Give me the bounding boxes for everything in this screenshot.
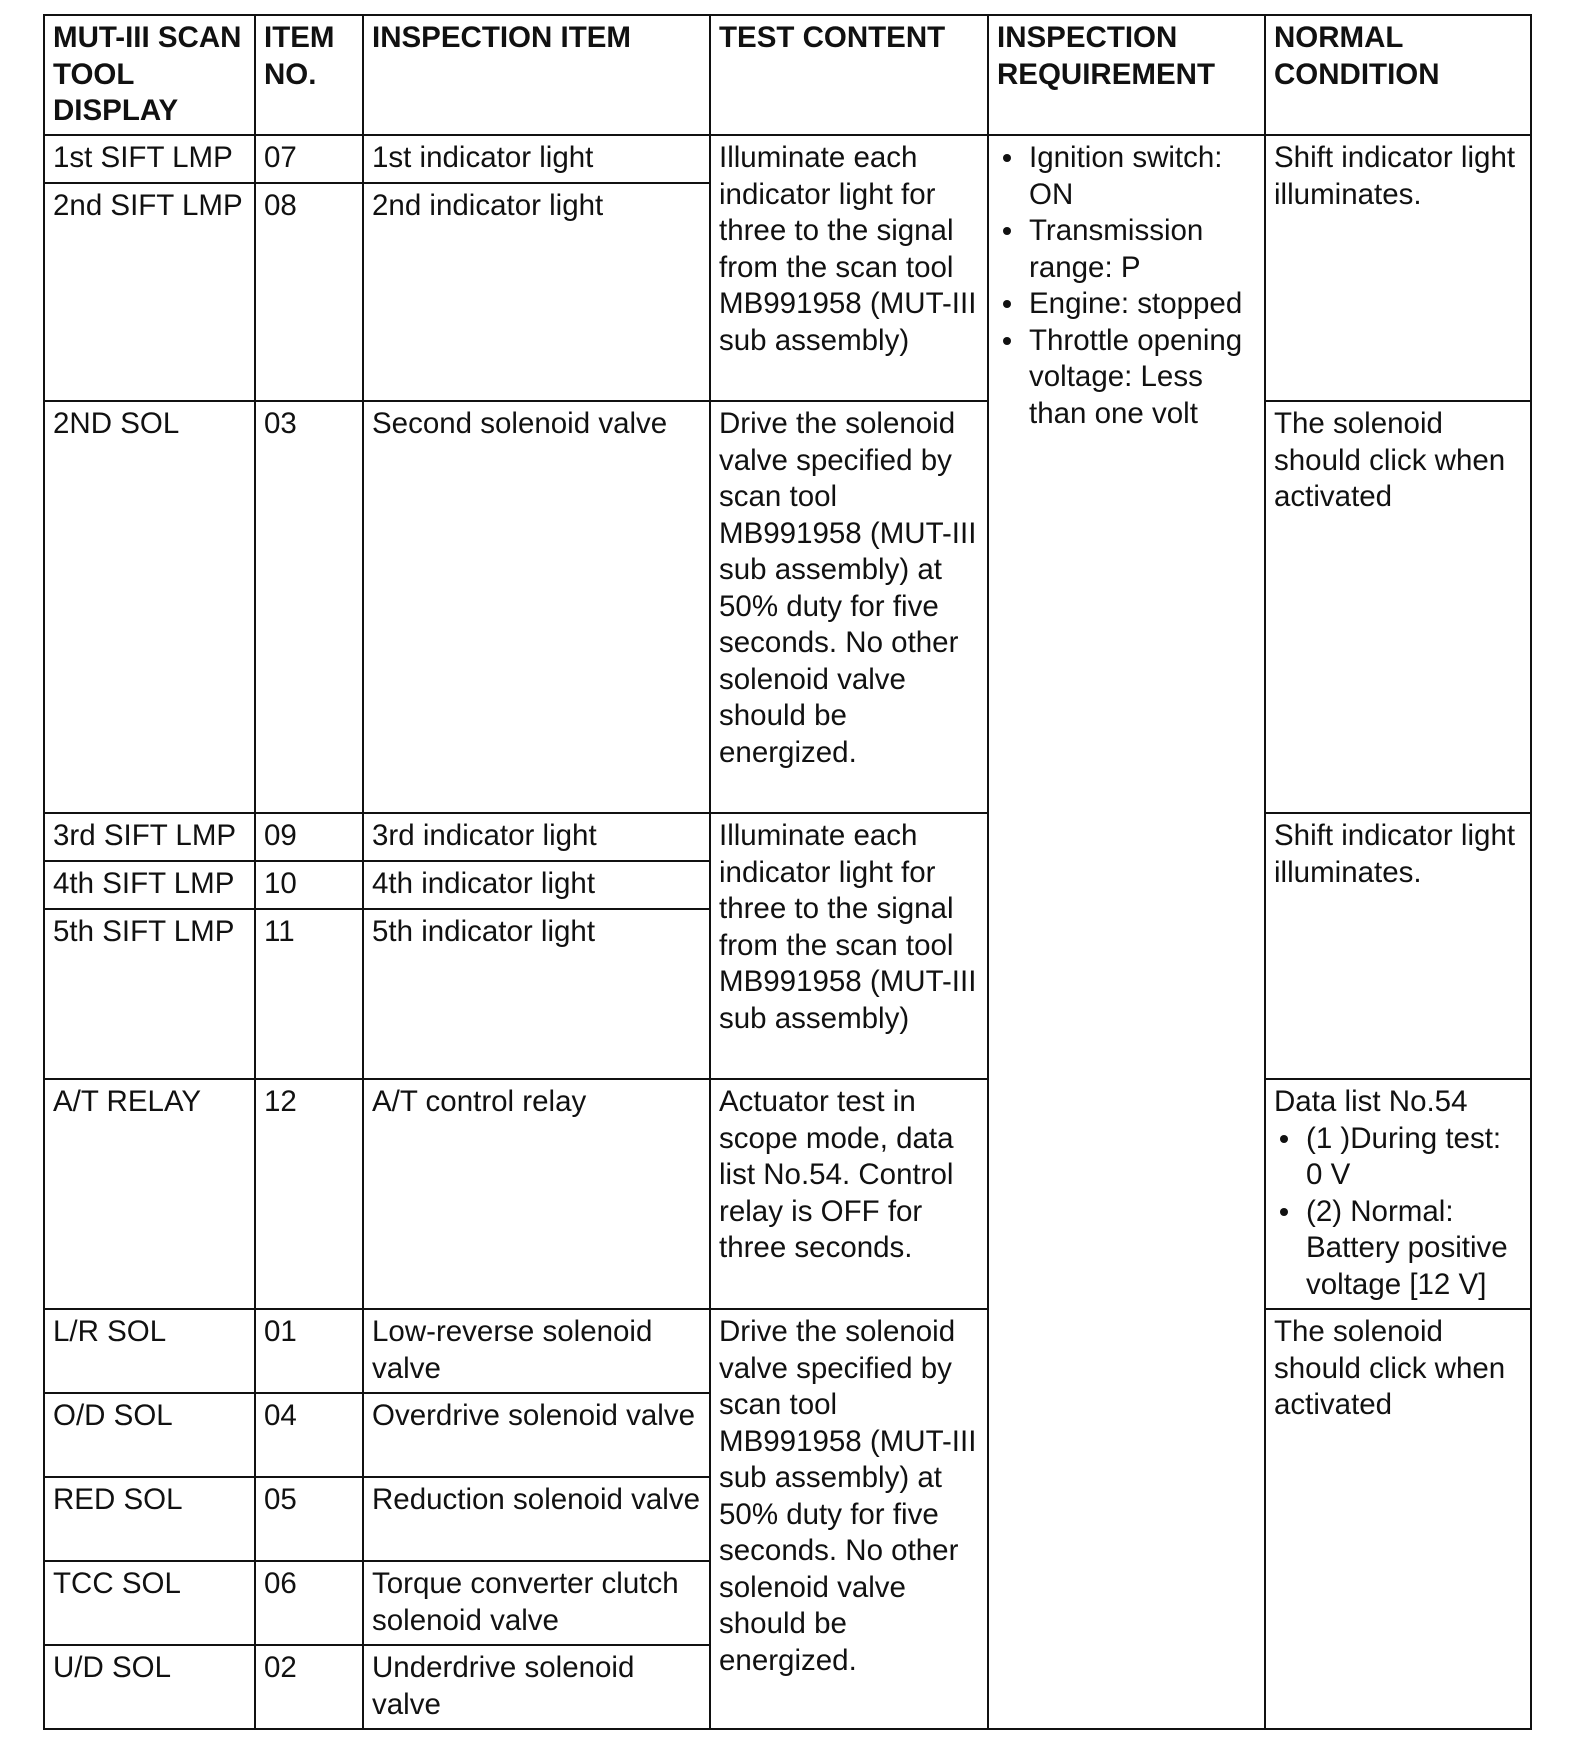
display-cell: 2ND SOL	[44, 401, 255, 813]
item-no-cell: 12	[255, 1079, 363, 1309]
inspection-item-cell: Underdrive solenoid valve	[363, 1645, 710, 1729]
item-no-cell: 04	[255, 1393, 363, 1477]
list-item: (2) Normal: Battery positive voltage [12 V]	[1306, 1194, 1522, 1304]
inspection-item-cell: 1st indicator light	[363, 135, 710, 183]
header-normal-condition: NORMAL CONDITION	[1265, 15, 1531, 135]
display-cell: 4th SIFT LMP	[44, 861, 255, 909]
header-inspection-item: INSPECTION ITEM	[363, 15, 710, 135]
display-cell: 1st SIFT LMP	[44, 135, 255, 183]
item-no-cell: 06	[255, 1561, 363, 1645]
item-no-cell: 09	[255, 813, 363, 861]
display-cell: 2nd SIFT LMP	[44, 183, 255, 401]
test-content-cell: Drive the solenoid valve specified by scan tool MB991958 (MUT-III sub assembly) at 50% duty for five seconds. No other solenoid valve should be energized.	[710, 401, 988, 813]
data-list-title: Data list No.54	[1274, 1085, 1468, 1118]
inspection-item-cell: Reduction solenoid valve	[363, 1477, 710, 1561]
table-row	[44, 1309, 1531, 1393]
header-inspection-requirement: INSPECTION REQUIREMENT	[988, 15, 1265, 135]
item-no-cell: 05	[255, 1477, 363, 1561]
normal-condition-cell: The solenoid should click when activated	[1265, 1309, 1531, 1729]
inspection-item-cell: 2nd indicator light	[363, 183, 710, 401]
item-no-cell: 02	[255, 1645, 363, 1729]
inspection-item-cell: Torque converter clutch solenoid valve	[363, 1561, 710, 1645]
inspection-item-cell: Overdrive solenoid valve	[363, 1393, 710, 1477]
normal-condition-cell	[1265, 1079, 1531, 1309]
table-row	[44, 135, 1531, 183]
list-item: Ignition switch: ON	[1029, 140, 1256, 213]
list-item: Engine: stopped	[1029, 286, 1256, 323]
display-cell: O/D SOL	[44, 1393, 255, 1477]
bullet-icon	[1280, 1135, 1288, 1143]
test-content-cell: Illuminate each indicator light for three to the signal from the scan tool MB991958 (MUT-III sub assembly)	[710, 813, 988, 1079]
display-cell: L/R SOL	[44, 1309, 255, 1393]
requirement-list	[997, 140, 1256, 432]
inspection-item-cell: 3rd indicator light	[363, 813, 710, 861]
test-content-cell: Actuator test in scope mode, data list No.54. Control relay is OFF for three seconds.	[710, 1079, 988, 1309]
display-cell: 3rd SIFT LMP	[44, 813, 255, 861]
bullet-icon	[1003, 337, 1011, 345]
test-content-cell: Illuminate each indicator light for three to the signal from the scan tool MB991958 (MUT-III sub assembly)	[710, 135, 988, 401]
item-no-cell: 10	[255, 861, 363, 909]
display-cell: A/T RELAY	[44, 1079, 255, 1309]
bullet-icon	[1280, 1208, 1288, 1216]
normal-condition-cell: Shift indicator light illuminates.	[1265, 135, 1531, 401]
inspection-item-cell: Low-reverse solenoid valve	[363, 1309, 710, 1393]
bullet-icon	[1003, 154, 1011, 162]
header-item-no: ITEM NO.	[255, 15, 363, 135]
item-no-cell: 01	[255, 1309, 363, 1393]
display-cell: RED SOL	[44, 1477, 255, 1561]
item-no-cell: 11	[255, 909, 363, 1079]
table-row	[44, 401, 1531, 813]
header-scan-tool-display: MUT-III SCAN TOOL DISPLAY	[44, 15, 255, 135]
inspection-item-cell: A/T control relay	[363, 1079, 710, 1309]
list-item: (1 )During test: 0 V	[1306, 1121, 1522, 1194]
display-cell: U/D SOL	[44, 1645, 255, 1729]
display-cell: 5th SIFT LMP	[44, 909, 255, 1079]
header-test-content: TEST CONTENT	[710, 15, 988, 135]
item-no-cell: 07	[255, 135, 363, 183]
item-no-cell: 03	[255, 401, 363, 813]
bullet-icon	[1003, 227, 1011, 235]
table-row	[44, 813, 1531, 861]
inspection-table-container	[43, 14, 1530, 1730]
actuator-test-table	[43, 14, 1532, 1730]
inspection-item-cell: 4th indicator light	[363, 861, 710, 909]
list-item: Transmission range: P	[1029, 213, 1256, 286]
display-cell: TCC SOL	[44, 1561, 255, 1645]
relay-condition-list	[1274, 1121, 1522, 1304]
inspection-requirement-cell	[988, 135, 1265, 1729]
inspection-item-cell: Second solenoid valve	[363, 401, 710, 813]
inspection-item-cell: 5th indicator light	[363, 909, 710, 1079]
bullet-icon	[1003, 300, 1011, 308]
table-row	[44, 1079, 1531, 1309]
item-no-cell: 08	[255, 183, 363, 401]
test-content-cell: Drive the solenoid valve specified by scan tool MB991958 (MUT-III sub assembly) at 50% duty for five seconds. No other solenoid valve should be energized.	[710, 1309, 988, 1729]
header-row	[44, 15, 1531, 135]
normal-condition-cell: The solenoid should click when activated	[1265, 401, 1531, 813]
normal-condition-cell: Shift indicator light illuminates.	[1265, 813, 1531, 1079]
list-item: Throttle opening voltage: Less than one volt	[1029, 323, 1256, 433]
